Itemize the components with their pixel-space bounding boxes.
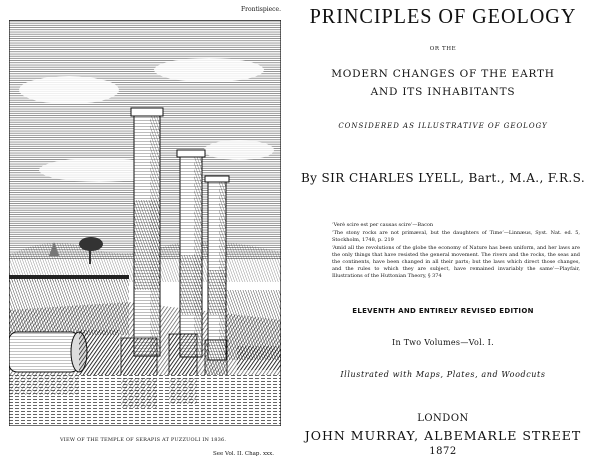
quote-linnaeus: ‘The stony rocks are not primæval, but the daughters of Time’—Linnæus, Syst. Nat. ed. 5, Stockholm, 1748, p. 219 [332, 230, 580, 243]
volumes-line: In Two Volumes—Vol. I. [392, 338, 494, 347]
plate-caption: VIEW OF THE TEMPLE OF SERAPIS AT PUZZUOLI IN 1836. [60, 437, 227, 443]
author-line: By SIR CHARLES LYELL, Bart., M.A., F.R.S. [300, 171, 586, 185]
considered-line: CONSIDERED AS ILLUSTRATIVE OF GEOLOGY [338, 122, 548, 130]
subtitle-line-2: AND ITS INHABITANTS [370, 86, 516, 98]
title-page [293, 0, 599, 469]
illustrated-line: Illustrated with Maps, Plates, and Woodcuts [340, 370, 546, 379]
publisher-line: JOHN MURRAY, ALBEMARLE STREET [304, 428, 582, 443]
year-line: 1872 [429, 446, 457, 457]
plate-reference: See Vol. II. Chap. xxx. [213, 451, 275, 457]
subtitle-line-1: MODERN CHANGES OF THE EARTH [331, 68, 555, 80]
frontispiece-label: Frontispiece. [240, 6, 281, 13]
quote-bacon: ‘Verè scire est per causas scire’—Bacon [332, 222, 434, 228]
epigraph-quotes [332, 222, 580, 281]
quote-playfair: ‘Amid all the revolutions of the globe the economy of Nature has been uniform, and her laws are the only things that have resisted the general movement. The rivers and the rocks, the seas and the continents, have been changed in all their parts; but the laws which direct those changes, and the rules to which they are subject, have remained invariably the same’—Playfair, Illustrations of the Huttonian Theory, § 374 [332, 245, 580, 279]
edition-line: ELEVENTH AND ENTIRELY REVISED EDITION [352, 307, 534, 315]
or-the-connector: OR THE [429, 46, 457, 52]
temple-of-serapis-engraving [9, 20, 281, 426]
city-line: LONDON [417, 413, 469, 424]
book-title: PRINCIPLES OF GEOLOGY [309, 4, 577, 28]
